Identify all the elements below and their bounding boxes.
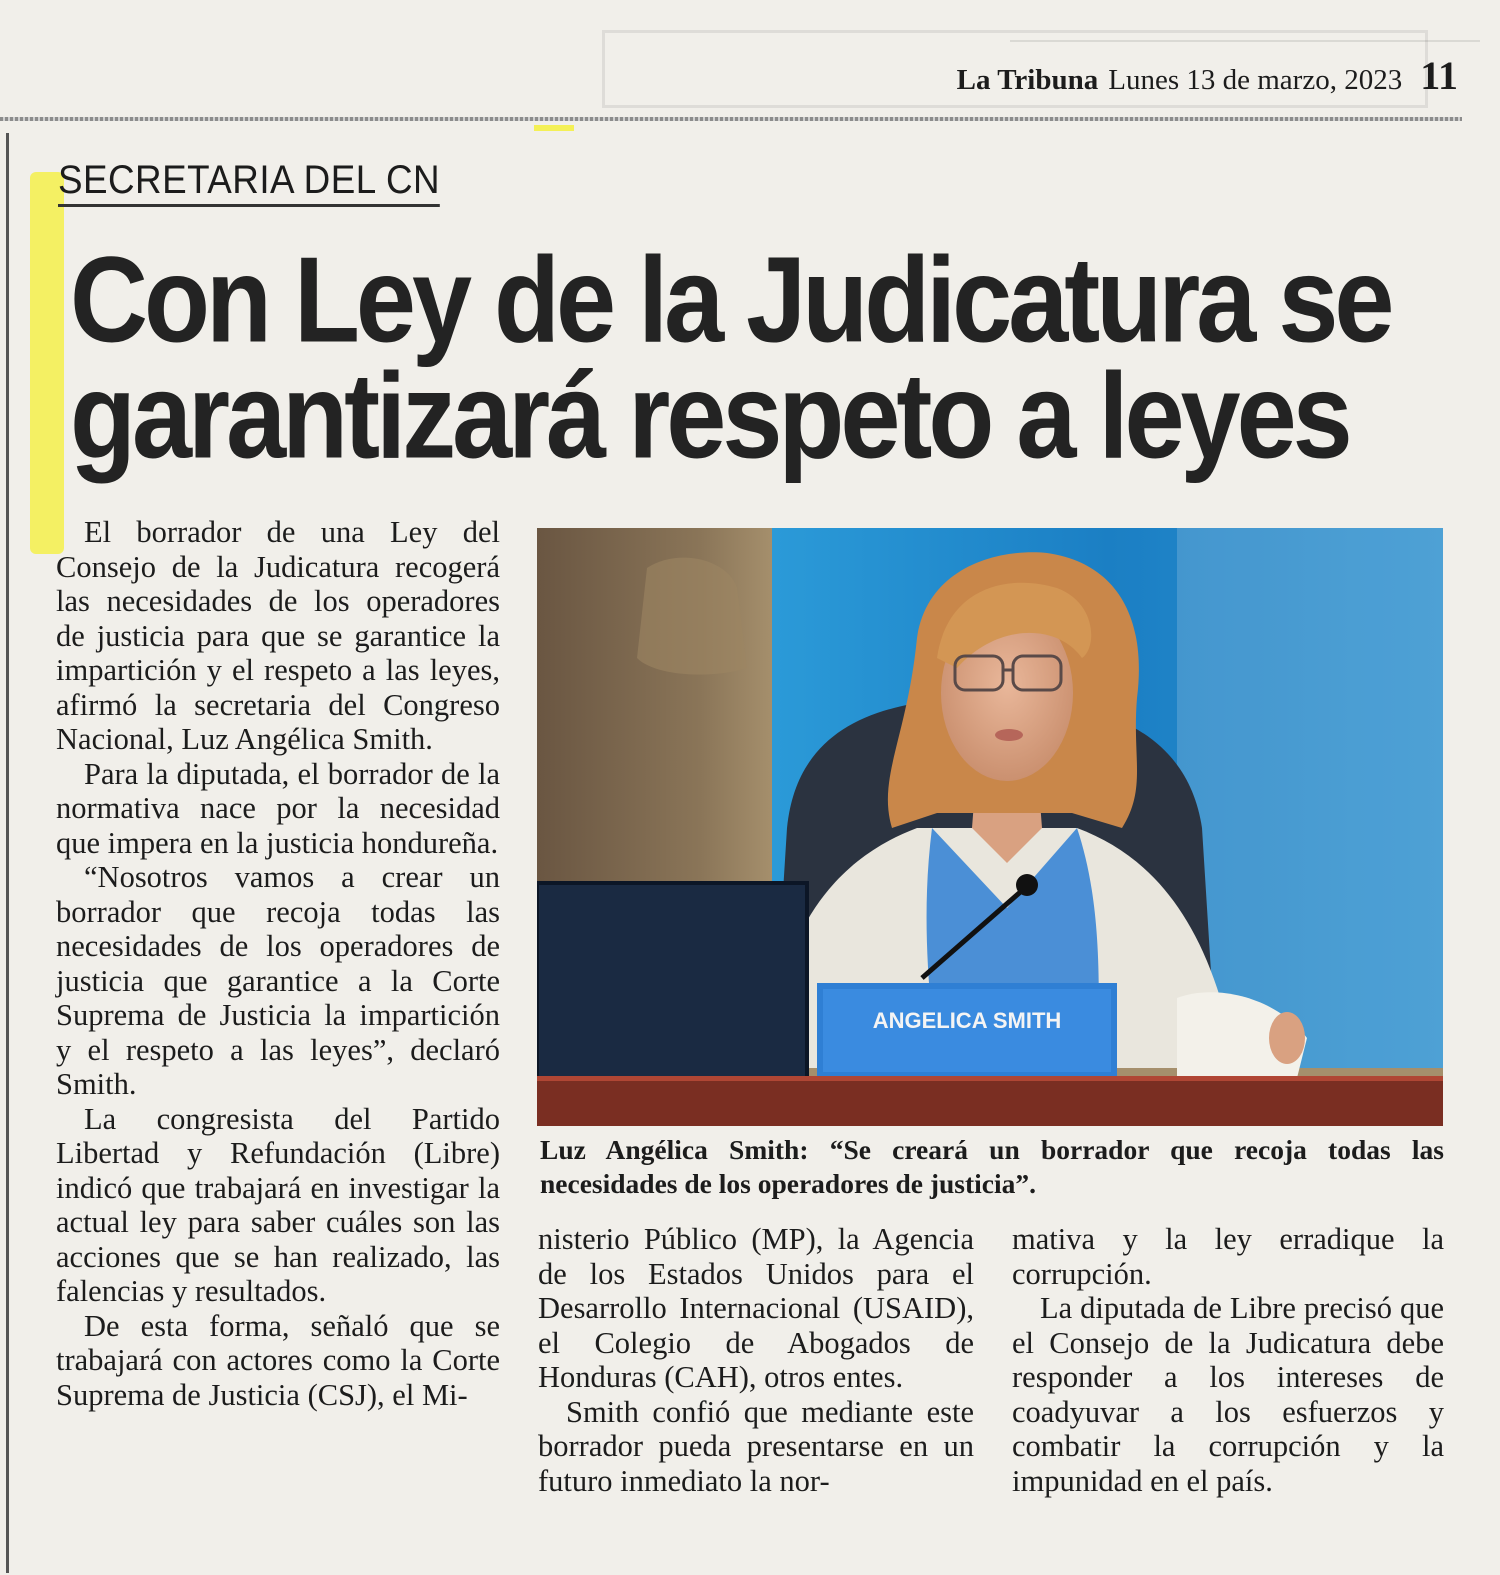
paragraph: De esta forma, señaló que se trabajará con actores como la Corte Suprema de Justicia (CSJ), el Mi- <box>56 1308 500 1412</box>
paragraph: Smith confió que mediante este borrador pueda presentarse en un futuro inmediato la nor- <box>538 1394 974 1498</box>
article-photo <box>537 528 1443 1126</box>
photo-caption: Luz Angélica Smith: “Se creará un borrador que recoja todas las necesidades de los operadores de justicia”. <box>540 1134 1444 1199</box>
page-number: 11 <box>1420 53 1458 98</box>
newspaper-name: La Tribuna <box>956 64 1099 96</box>
headline-line-1: Con Ley de la Judicatura se <box>70 230 1391 368</box>
speaker-photo-icon <box>537 528 1443 1126</box>
header-rule <box>0 117 1462 121</box>
paragraph: Para la diputada, el borrador de la normativa nace por la necesidad que impera en la justicia hondureña. <box>56 756 500 860</box>
headline-line-2: garantizará respeto a leyes <box>70 346 1349 484</box>
article-kicker: SECRETARIA DEL CN <box>58 158 440 207</box>
body-column-2 <box>538 1222 974 1498</box>
body-column-3 <box>1012 1222 1444 1498</box>
publication-date: Lunes 13 de marzo, 2023 <box>1108 64 1403 96</box>
paragraph: La congresista del Partido Libertad y Refundación (Libre) indicó que trabajará en investigar la actual ley para saber cuáles son las acciones que se han realizado, las falencias y resultados. <box>56 1101 500 1308</box>
article-left-border <box>6 133 9 1573</box>
body-column-1 <box>56 515 500 1412</box>
paragraph: La diputada de Libre precisó que el Consejo de la Judicatura debe responder a los intereses de coadyuvar a los esfuerzos y combatir la corrupción y la impunidad en el país. <box>1012 1291 1444 1498</box>
paragraph: “Nosotros vamos a crear un borrador que recoja todas las necesidades de los operadores de justicia que garantice a la Corte Suprema de Justicia la impartición y el respeto a las leyes”, declaró Smith. <box>56 860 500 1101</box>
paragraph: mativa y la ley erradique la corrupción. <box>1012 1222 1444 1291</box>
nameplate-text: ANGELICA SMITH <box>872 1008 1062 1033</box>
highlighter-mark <box>30 172 64 554</box>
article-headline <box>70 230 1450 484</box>
page-header <box>957 52 1458 102</box>
paragraph: nisterio Público (MP), la Agencia de los Estados Unidos para el Desarrollo Internacional (USAID), el Colegio de Abogados de Honduras (CAH), otros entes. <box>538 1222 974 1394</box>
paragraph: El borrador de una Ley del Consejo de la Judicatura recogerá las necesidades de los operadores de justicia para que se garantice la impartición y el respeto a las leyes, afirmó la secretaria del Congreso Nacional, Luz Angélica Smith. <box>56 515 500 756</box>
highlighter-dash <box>534 125 574 131</box>
